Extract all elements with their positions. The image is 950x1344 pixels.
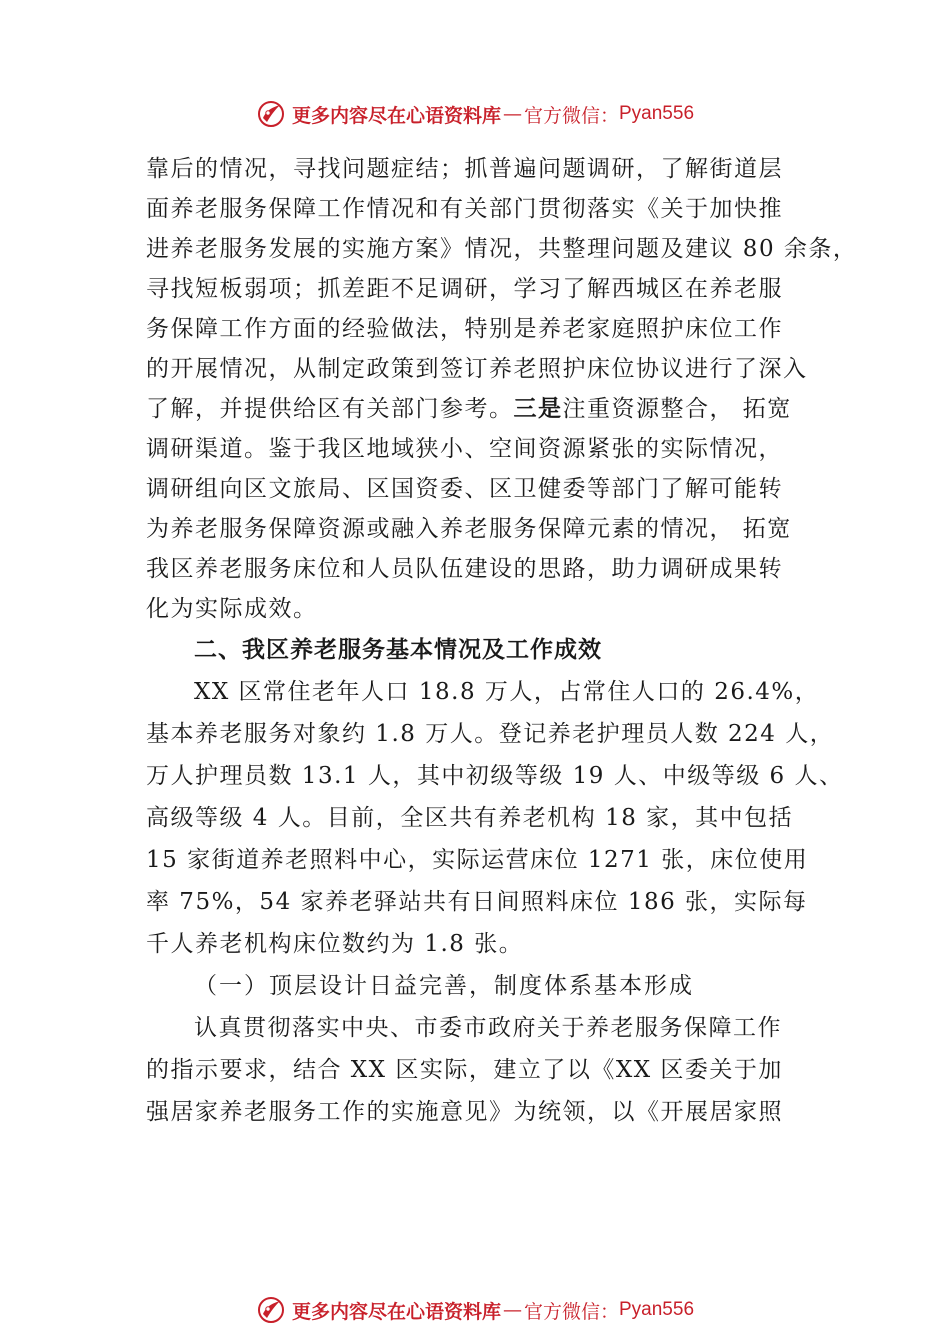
text-line: 万人护理员数 13.1 人，其中初级等级 19 人、中级等级 6 人、	[146, 763, 844, 789]
text-line: 调研组向区文旅局、区国资委、区卫健委等部门了解可能转	[146, 476, 783, 502]
text-line: 15 家街道养老照料中心，实际运营床位 1271 张，床位使用	[146, 847, 809, 873]
bold-keyword: 三是	[513, 395, 563, 422]
text-line: 的指示要求，结合 XX 区实际，建立了以《XX 区委关于加	[146, 1057, 783, 1083]
text-line: 强居家养老服务工作的实施意见》为统领，以《开展居家照	[146, 1099, 783, 1125]
seal-logo-icon	[256, 1295, 286, 1325]
banner-wechat-label: 官方微信：	[523, 1300, 619, 1323]
seal-logo-icon	[256, 99, 286, 129]
text-line: 基本养老服务对象约 1.8 万人。登记养老护理员人数 224 人，	[146, 721, 835, 747]
text-line: 化为实际成效。	[146, 596, 318, 622]
text-line: 调研渠道。鉴于我区地域狭小、空间资源紧张的实际情况，	[146, 436, 783, 462]
banner-main-text: 更多内容尽在心语资料库	[291, 1300, 501, 1323]
text-line: 率 75%，54 家养老驿站共有日间照料床位 186 张，实际每	[146, 889, 808, 915]
text-line: 为养老服务保障资源或融入养老服务保障元素的情况， 拓宽	[146, 516, 792, 542]
section-heading: 二、我区养老服务基本情况及工作成效	[194, 637, 602, 663]
text-line: 靠后的情况，寻找问题症结；抓普遍问题调研，了解街道层	[146, 156, 783, 182]
text-line: 进养老服务发展的实施方案》情况，共整理问题及建议 80 余条，	[146, 236, 858, 262]
text-segment: 注重资源整合， 拓宽	[562, 396, 792, 422]
text-line: 面养老服务保障工作情况和有关部门贯彻落实《关于加快推	[146, 196, 783, 222]
sub-heading: （一）顶层设计日益完善，制度体系基本形成	[194, 973, 694, 999]
text-line: 的开展情况，从制定政策到签订养老照护床位协议进行了深入	[146, 356, 808, 382]
document-body	[146, 149, 858, 1133]
text-line: 高级等级 4 人。目前，全区共有养老机构 18 家，其中包括	[146, 805, 794, 831]
text-line: 务保障工作方面的经验做法，特别是养老家庭照护床位工作	[146, 316, 783, 342]
text-line: XX 区常住老年人口 18.8 万人，占常住人口的 26.4%，	[194, 679, 820, 705]
banner-wechat-label: 官方微信：	[523, 104, 619, 127]
banner-dash: —	[502, 103, 522, 125]
header-banner	[0, 94, 950, 134]
banner-wechat-id: Pyan556	[619, 1299, 695, 1320]
text-line: 千人养老机构床位数约为 1.8 张。	[146, 931, 524, 957]
text-line: 我区养老服务床位和人员队伍建设的思路，助力调研成果转	[146, 556, 783, 582]
banner-dash: —	[502, 1299, 522, 1321]
text-line: 寻找短板弱项；抓差距不足调研，学习了解西城区在养老服	[146, 276, 783, 302]
text-line	[146, 389, 826, 429]
text-segment: 了解，并提供给区有关部门参考。	[146, 396, 514, 422]
banner-wechat-id: Pyan556	[619, 103, 695, 124]
text-line: 认真贯彻落实中央、市委市政府关于养老服务保障工作	[194, 1015, 782, 1041]
banner-main-text: 更多内容尽在心语资料库	[291, 104, 501, 127]
footer-banner	[0, 1290, 950, 1330]
